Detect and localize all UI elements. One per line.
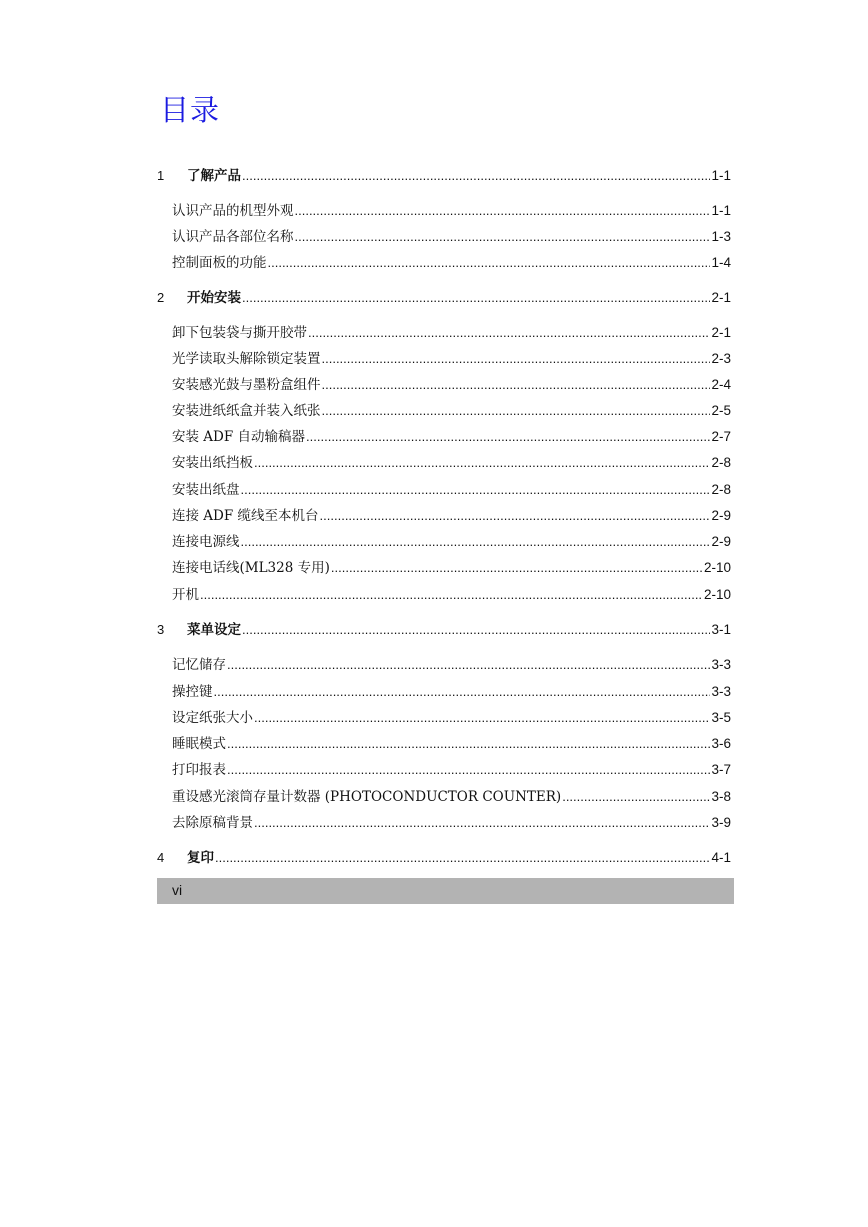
toc-chapter-3[interactable] [157, 620, 731, 640]
toc-entry[interactable] [157, 227, 731, 247]
page-number: 2-8 [711, 482, 731, 497]
entry-title: 操控键 [172, 684, 213, 700]
entry-title: 开机 [172, 587, 199, 603]
entry-title: 设定纸张大小 [172, 710, 253, 726]
entry-title: 认识产品的机型外观 [172, 203, 294, 219]
toc-entry[interactable] [157, 532, 731, 552]
dot-leader [242, 288, 710, 308]
page-number: 3-1 [711, 622, 731, 637]
page-number: 3-3 [711, 684, 731, 699]
dot-leader [322, 349, 711, 369]
entry-title: 记忆储存 [172, 657, 226, 673]
chapter-number: 4 [157, 850, 165, 865]
dot-leader [227, 760, 710, 780]
page-number: 2-8 [711, 455, 731, 470]
entry-title: 安装感光鼓与墨粉盒组件 [172, 377, 321, 393]
dot-leader [268, 253, 711, 273]
toc-entry[interactable] [157, 427, 731, 447]
entry-title: 重设感光滚筒存量计数器 (PHOTOCONDUCTOR COUNTER) [172, 789, 562, 805]
entry-title: 睡眠模式 [172, 736, 226, 752]
page-number: 2-4 [711, 377, 731, 392]
dot-leader [242, 166, 710, 186]
page-number: 1-1 [711, 168, 731, 183]
dot-leader [254, 453, 710, 473]
page-number: 2-1 [711, 290, 731, 305]
page-number: 2-1 [711, 325, 731, 340]
page-number: 1-4 [711, 255, 731, 270]
page-number: 3-9 [711, 815, 731, 830]
dot-leader [214, 682, 711, 702]
toc-entry[interactable] [157, 813, 731, 833]
entry-title: 去除原稿背景 [172, 815, 253, 831]
dot-leader [254, 813, 710, 833]
toc-entry[interactable] [157, 349, 731, 369]
toc-chapter-4[interactable] [157, 848, 731, 868]
toc-entry[interactable] [157, 760, 731, 780]
page-folio: vi [172, 882, 183, 898]
entry-title: 安装进纸纸盒并装入纸张 [172, 403, 321, 419]
toc-entry[interactable] [157, 787, 731, 807]
page-number: 2-9 [711, 534, 731, 549]
chapter-number: 1 [157, 168, 165, 183]
entry-title: 安装出纸挡板 [172, 455, 253, 471]
entry-title: 安装 ADF 自动输稿器 [172, 429, 306, 445]
page-footer-bar [157, 878, 734, 904]
page-title: 目录 [160, 93, 221, 127]
page-number: 3-7 [711, 762, 731, 777]
page-number: 1-1 [711, 203, 731, 218]
dot-leader [227, 655, 710, 675]
toc-entry[interactable] [157, 708, 731, 728]
dot-leader [308, 323, 710, 343]
chapter-title: 菜单设定 [187, 622, 241, 638]
toc-entry[interactable] [157, 480, 731, 500]
page-number: 1-3 [711, 229, 731, 244]
dot-leader [322, 401, 711, 421]
toc-entry[interactable] [157, 253, 731, 273]
toc-entry[interactable] [157, 558, 731, 578]
page-number: 2-3 [711, 351, 731, 366]
page-number: 3-3 [711, 657, 731, 672]
dot-leader [215, 848, 710, 868]
page-number: 2-10 [703, 560, 731, 575]
toc-chapter-2[interactable] [157, 288, 731, 308]
page-number: 2-5 [711, 403, 731, 418]
dot-leader [242, 620, 710, 640]
page-number: 4-1 [711, 850, 731, 865]
chapter-title: 开始安装 [187, 290, 241, 306]
toc-entry[interactable] [157, 655, 731, 675]
toc-chapter-1[interactable] [157, 166, 731, 186]
entry-title: 连接电话线(ML328 专用) [172, 560, 330, 576]
dot-leader [200, 585, 703, 605]
chapter-number: 2 [157, 290, 165, 305]
dot-leader [227, 734, 710, 754]
page-number: 2-10 [703, 587, 731, 602]
chapter-title: 复印 [187, 850, 214, 866]
dot-leader [241, 480, 711, 500]
entry-title: 光学读取头解除锁定装置 [172, 351, 321, 367]
dot-leader [295, 201, 711, 221]
entry-title: 打印报表 [172, 762, 226, 778]
entry-title: 连接 ADF 缆线至本机台 [172, 508, 319, 524]
dot-leader [306, 427, 710, 447]
page-number: 3-8 [711, 789, 731, 804]
dot-leader [254, 708, 710, 728]
toc-entry[interactable] [157, 453, 731, 473]
dot-leader [322, 375, 711, 395]
toc-entry[interactable] [157, 682, 731, 702]
dot-leader [241, 532, 711, 552]
dot-leader [320, 506, 711, 526]
toc-entry[interactable] [157, 585, 731, 605]
page-number: 2-7 [711, 429, 731, 444]
page-number: 2-9 [711, 508, 731, 523]
toc-entry[interactable] [157, 734, 731, 754]
toc-entry[interactable] [157, 401, 731, 421]
entry-title: 认识产品各部位名称 [172, 229, 294, 245]
chapter-title: 了解产品 [187, 168, 241, 184]
page-number: 3-6 [711, 736, 731, 751]
toc-entry[interactable] [157, 506, 731, 526]
dot-leader [331, 558, 703, 578]
dot-leader [562, 787, 710, 807]
entry-title: 卸下包装袋与撕开胶带 [172, 325, 307, 341]
toc-entry[interactable] [157, 323, 731, 343]
chapter-number: 3 [157, 622, 165, 637]
page-number: 3-5 [711, 710, 731, 725]
entry-title: 控制面板的功能 [172, 255, 267, 271]
entry-title: 安装出纸盘 [172, 482, 240, 498]
toc-entry[interactable] [157, 375, 731, 395]
toc-entry[interactable] [157, 201, 731, 221]
dot-leader [295, 227, 711, 247]
entry-title: 连接电源线 [172, 534, 240, 550]
